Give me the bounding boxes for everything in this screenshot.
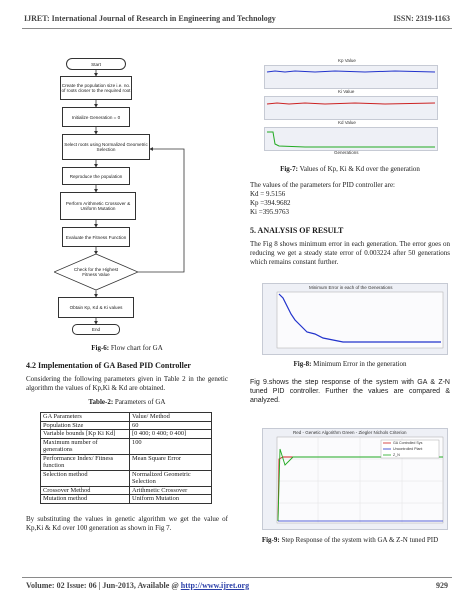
fig9-text: Step Response of the system with GA & Z-N tuned PID <box>279 536 439 544</box>
kd-value: Kd = 9.5156 <box>250 190 286 198</box>
journal-title: IJRET: International Journal of Research in Engineering and Technology <box>24 14 276 23</box>
flow-reproduce: Reproduce the population <box>62 167 130 185</box>
ga-parameters-table <box>40 412 212 504</box>
fig8-min-error-plot <box>262 283 448 355</box>
ki-value: Ki =395.9763 <box>250 208 289 216</box>
flow-start: Start <box>66 58 126 70</box>
kd-plot-title: Kd Value <box>338 120 356 125</box>
section-5-title: 5. ANALYSIS OF RESULT <box>250 226 344 235</box>
table-row <box>41 495 212 504</box>
footer-url-link[interactable]: http://www.ijret.org <box>180 581 250 590</box>
table-cell: Normalized Geometric Selection <box>130 470 212 486</box>
table-row <box>41 430 212 439</box>
footer-volume-text: Volume: 02 Issue: 06 | Jun-2013, Available @ <box>26 581 181 590</box>
fig9-step-response-plot <box>262 428 448 530</box>
kd-trace <box>265 128 437 150</box>
section-4-2-title: 4.2 Implementation of GA Based PID Controller <box>26 361 191 370</box>
step-response-para: Fig 9.shows the step response of the system with GA & Z-N tuned PID controller. Further the values are compared & analyzed. <box>250 379 450 404</box>
substitution-para: By substituting the values in genetic algorithm we get the value of Kp,Ki & Kd over 100 generation as shown in Fig 7. <box>26 514 228 532</box>
fig9-caption <box>250 536 450 545</box>
table-cell: [0 400; 0 400; 0 400] <box>130 430 212 439</box>
fig6-text: Flow chart for GA <box>109 344 163 352</box>
footer-volume <box>26 581 249 590</box>
table-cell: Uniform Mutation <box>130 495 212 504</box>
flow-initialize: Initialize Generation = 0 <box>62 107 130 127</box>
flow-check-fitness: Check for the Highest Fitness Value <box>73 267 119 277</box>
page-header <box>22 10 452 29</box>
fig8-caption <box>250 360 450 369</box>
table2-text: Parameters of GA <box>113 398 166 406</box>
kp-plot-title: Kp Value <box>338 58 356 63</box>
section-5-para: The Fig 8 shows minimum error in each generation. The error goes on reducing we get a steady state error of 0.003224 after 50 generations which remains constant further. <box>250 240 450 266</box>
table-cell: Mean Square Error <box>130 454 212 470</box>
table-cell: Performance Index/ Fitness function <box>41 454 130 470</box>
table2-num: Table-2: <box>88 398 114 406</box>
flowchart <box>24 54 214 338</box>
table-cell: 100 <box>130 438 212 454</box>
flow-end: End <box>72 324 120 335</box>
fig7-text: Values of Kp, Ki & Kd over the generation <box>297 165 420 173</box>
section-4-2-para: Considering the following parameters given in Table 2 in the genetic algorithm the values of Kp,Ki & Kd are obtained. <box>26 375 228 392</box>
fig9-caption-block <box>250 536 450 545</box>
table-cell: 60 <box>130 421 212 430</box>
right-column-lower <box>250 360 450 405</box>
table-cell: Maximum number of generations <box>41 438 130 454</box>
table-row <box>41 454 212 470</box>
kp-trace <box>265 66 437 88</box>
ki-trace <box>265 97 437 119</box>
table-header-cell: GA Parameters <box>41 413 130 422</box>
table2-caption <box>26 398 228 407</box>
table-cell: Population Size <box>41 421 130 430</box>
flow-evaluate-fitness: Evaluate the Fitness Function <box>62 227 130 247</box>
table-cell: Crossover Method <box>41 486 130 495</box>
table-row <box>41 486 212 495</box>
kp-value: Kp =394.9682 <box>250 199 291 207</box>
min-error-trace <box>263 284 447 354</box>
table-cell: Arithmetic Crossover <box>130 486 212 495</box>
fig8-text: Minimum Error in the generation <box>311 360 407 368</box>
fig7-num: Fig-7: <box>280 165 298 173</box>
fig6-num: Fig-6: <box>91 344 110 352</box>
kp-value-plot <box>264 65 438 89</box>
fig8-num: Fig-8: <box>293 360 312 368</box>
flow-select-roots: Select roots using Normalized Geometric Selection <box>62 134 150 160</box>
fig7-xlabel: Generations <box>334 150 359 155</box>
flow-crossover-mutation: Perform Arithmetic Crossover & Uniform Mutation <box>60 192 136 220</box>
left-column <box>26 344 228 533</box>
pid-values-intro: The values of the parameters for PID controller are: <box>250 181 395 189</box>
issn: ISSN: 2319-1163 <box>393 14 450 23</box>
ki-value-plot <box>264 96 438 120</box>
ki-plot-title: Ki Value <box>338 89 355 94</box>
flow-create-population: Create the population size i.e. no. of roots closer to the required root <box>60 76 132 100</box>
fig7-caption <box>250 165 450 174</box>
table-cell: Selection method <box>41 470 130 486</box>
table-row <box>41 470 212 486</box>
table-row <box>41 438 212 454</box>
fig6-caption <box>26 344 228 353</box>
legend-ga-controlled: GA Controlled Sys <box>393 441 423 445</box>
table-header-cell: Value/ Method <box>130 413 212 422</box>
fig9-num: Fig-9: <box>261 536 280 544</box>
flow-obtain-values: Obtain Kp, Kd & Ki values <box>58 297 134 318</box>
fig8-plot-title: Minimum Error in each of the Generations <box>309 285 393 290</box>
page-footer <box>22 577 452 592</box>
table-header-row <box>41 413 212 422</box>
kd-value-plot <box>264 127 438 151</box>
fig7-plots <box>246 58 444 158</box>
legend-uncontrolled: Uncontrolled Plant <box>393 447 423 451</box>
table-row <box>41 421 212 430</box>
table-cell: Variable bounds [Kp Ki Kd] <box>41 430 130 439</box>
table-cell: Mutation method <box>41 495 130 504</box>
fig9-plot-title: Red - Genetic Algorithm Green - Ziegler Nichols Criterion <box>293 430 407 435</box>
right-column-upper <box>250 165 450 267</box>
legend-zn: Z_N <box>393 453 400 457</box>
page-number: 929 <box>436 581 448 590</box>
